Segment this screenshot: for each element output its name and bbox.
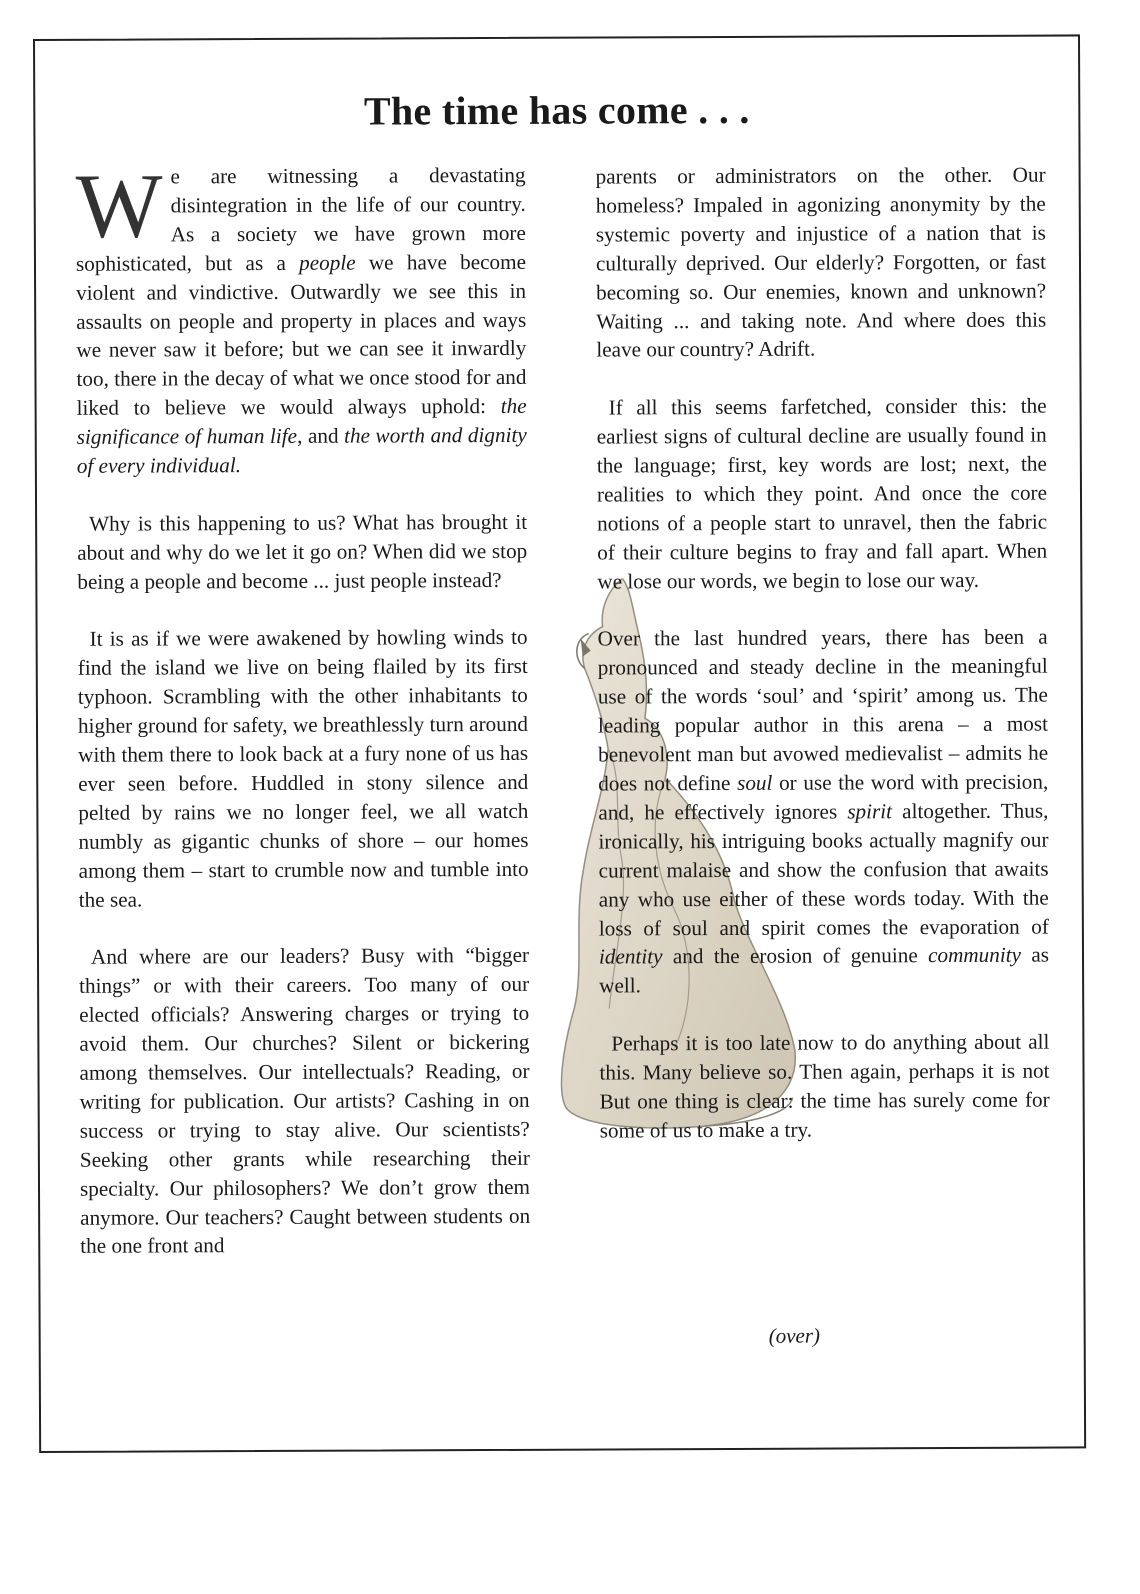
paragraph-7: Over the last hundred years, there has been a pronounced and steady decline in the meaningful use of the words ‘soul’ and ‘spirit’ among us. The leading popular author in this arena – a most benevolent man but avowed medievalist – admits he does not define soul or use the word with precision, and, he effectively ignores spirit altogether. Thus, ironically, his intriguing books actually magnify our current malaise and show the confusion that awaits any who use either of these words today. With the loss of soul and spirit comes the evaporation of identity and the erosion of genuine community as well. (597, 625, 1050, 998)
over-note: (over) (768, 1323, 821, 1348)
right-column (596, 161, 1050, 1175)
left-column (75, 154, 531, 1290)
paragraph-4: And where are our leaders? Busy with “bigger things” or with their careers. Too many of our elected officials? Answering charges or trying to avoid them. Our churches? Silent or bickering among themselves. Our intellectuals? Reading, or writing for publication. Our artists? Cashing in on success or trying to stay alive. Our scientists? Seeking other grants while researching their specialty. Our philosophers? We don’t grow them anymore. Our teachers? Caught between students on the one front and (79, 943, 531, 1259)
paragraph-2: Why is this happening to us? What has brought it about and why do we let it go on? When did we stop being a people and become ... just people instead? (77, 509, 528, 594)
paragraph-3: It is as if we were awakened by howling winds to find the island we live on being flailed by its first typhoon. Scrambling with the other inhabitants to higher ground for safety, we breathlessly turn around with them there to look back at a fury none of us has ever seen before. Huddled in stony silence and pelted by rains we no longer feel, we all watch numbly as gigantic chunks of shore – our homes among them – start to crumble now and tumble into the sea. (77, 625, 529, 912)
drop-cap: W (75, 154, 163, 257)
page-title: The time has come . . . (363, 86, 750, 134)
paragraph-6: If all this seems farfetched, consider this: the earliest signs of cultural decline are usually found in the language; first, key words are lost; next, the realities to which they point. And once the core notions of a people start to unravel, then the fabric of their culture begins to fray and fall apart. When we lose our words, we begin to lose our way. (596, 393, 1048, 594)
paragraph-5: parents or administrators on the other. Our homeless? Impaled in agonizing anonymity by the systemic poverty and injustice of a nation that is culturally deprived. Our elderly? Forgotten, or fast becoming so. Our enemies, known and unknown? Waiting ... and taking note. And where does this leave our country? Adrift. (595, 162, 1047, 362)
page-border (33, 34, 1086, 1453)
paragraph-1: We are witnessing a devastating disintegration in the life of our country. As a society we have grown more sophisticated, but as a people we have become violent and vindictive. Outwardly we see this in assaults on people and property in places and ways we never saw it before; but we can see it inwardly too, there in the decay of what we once stood for and liked to believe we would always uphold: the significance of human life, and the worth and dignity of every individual. (75, 154, 527, 478)
paragraph-8: Perhaps it is too late now to do anything about all this. Many believe so. Then again, perhaps it is not But one thing is clear: the time has surely come for some of us to make a try. (599, 1029, 1050, 1143)
